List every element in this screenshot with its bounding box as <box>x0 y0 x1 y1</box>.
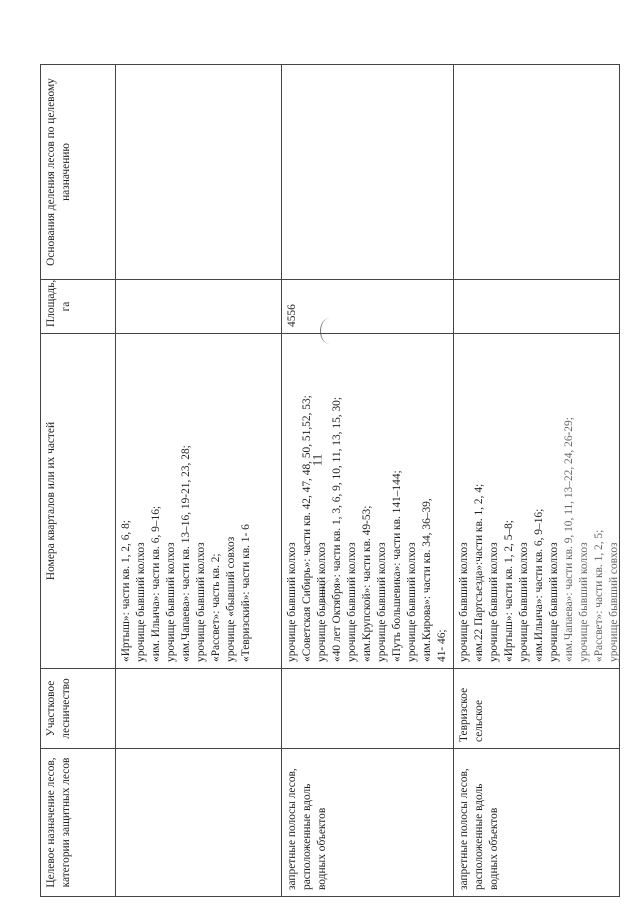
quarters-line: «им.Крупской»: части кв. 49-53; <box>361 505 373 662</box>
quarters-line: урочище бывший колхоз <box>578 542 590 662</box>
header-quarters: Номера кварталов или их частей <box>41 334 116 669</box>
quarters-line: урочище бывший колхоз <box>518 542 530 662</box>
quarters-line: урочище бывший колхоз <box>135 542 147 662</box>
forestry-cell <box>282 669 454 749</box>
quarters-cell <box>116 334 282 669</box>
header-purpose: Целевое назначение лесов, категории защитных лесов <box>41 749 116 897</box>
basis-cell <box>454 65 620 280</box>
quarters-line: урочище бывший колхоз <box>406 542 418 662</box>
purpose-cell: запретные полосы лесов, расположенные вдоль водных объектов <box>454 749 620 897</box>
table-row <box>116 65 282 897</box>
quarters-line: «Советская Сибирь»: части кв. 42, 47, 48, 50, 51,52, 53; <box>301 395 313 662</box>
quarters-line: «Рассвет»: части кв. 1, 2, 5; <box>593 529 605 662</box>
purpose-cell: запретные полосы лесов, расположенные вдоль водных объектов <box>282 749 454 897</box>
page-number: 11 <box>309 453 325 467</box>
quarters-line: «Иртыш»: части кв. 1, 2, 6, 8; <box>120 520 132 662</box>
area-cell <box>454 280 620 334</box>
quarters-line: «Тевризский»: части кв. 1- 6 <box>240 524 252 662</box>
area-cell: 4556 <box>282 280 454 334</box>
purpose-cell <box>116 749 282 897</box>
quarters-line: урочище бывший колхоз <box>346 542 358 662</box>
header-basis: Основания деления лесов по целевому назначению <box>41 65 116 280</box>
forest-purpose-table <box>40 64 620 897</box>
quarters-line: «им.Ильича»: части кв. 6, 9–16; <box>533 508 545 662</box>
area-cell <box>116 280 282 334</box>
quarters-line: урочище бывший колхоз <box>458 542 470 662</box>
forestry-cell: Тевризское сельское <box>454 669 620 749</box>
basis-cell <box>116 65 282 280</box>
quarters-line: урочище бывший колхоз <box>488 542 500 662</box>
quarters-line: «им.Чапаева»: части кв. 9, 10, 11, 13–22, 24, 26-29; <box>563 417 575 662</box>
quarters-line: «им.Кирова»: части кв. 34, 36–39, <box>421 498 433 662</box>
quarters-line: «им. Ильича»: части кв. 6, 9–16; <box>150 505 162 662</box>
quarters-line: «им.22 Партсъезда»:части кв. 1, 2, 4; <box>473 483 485 662</box>
forestry-cell <box>116 669 282 749</box>
table-row <box>282 65 454 897</box>
basis-cell <box>282 65 454 280</box>
quarters-line: «Путь большевика»: части кв. 141–144; <box>391 470 403 662</box>
rotated-table-wrapper <box>40 65 620 897</box>
quarters-line: «40 лет Октября»: части кв. 1, 3, 6, 9, 10, 11, 13, 15, 30; <box>331 396 343 662</box>
header-area: Площадь, га <box>41 280 116 334</box>
quarters-line: урочище бывший колхоз <box>316 542 328 662</box>
quarters-line: урочище «бывший совхоз <box>225 536 237 662</box>
table-header-row <box>41 65 116 897</box>
quarters-line: 41- 46; <box>436 629 448 662</box>
quarters-line: урочище бывший колхоз <box>376 542 388 662</box>
quarters-line: урочище бывший колхоз <box>195 542 207 662</box>
quarters-cell <box>282 334 454 669</box>
quarters-cell <box>454 334 620 669</box>
header-forestry: Участковое лесничество <box>41 669 116 749</box>
quarters-line: урочище бывший колхоз <box>286 542 298 662</box>
quarters-line: урочище бывший колхоз <box>165 542 177 662</box>
table-row <box>454 65 620 897</box>
quarters-line: урочище бывший колхоз <box>548 542 560 662</box>
quarters-line: урочище бывший совхоз <box>608 542 620 662</box>
quarters-line: «им.Чапаева»: части кв. 13–16, 19-21, 23, 28; <box>180 445 192 662</box>
quarters-line: «Рассвет»: часть кв. 2; <box>210 553 222 662</box>
quarters-line: «Иртыш»: части кв. 1, 2, 5–8; <box>503 520 515 662</box>
